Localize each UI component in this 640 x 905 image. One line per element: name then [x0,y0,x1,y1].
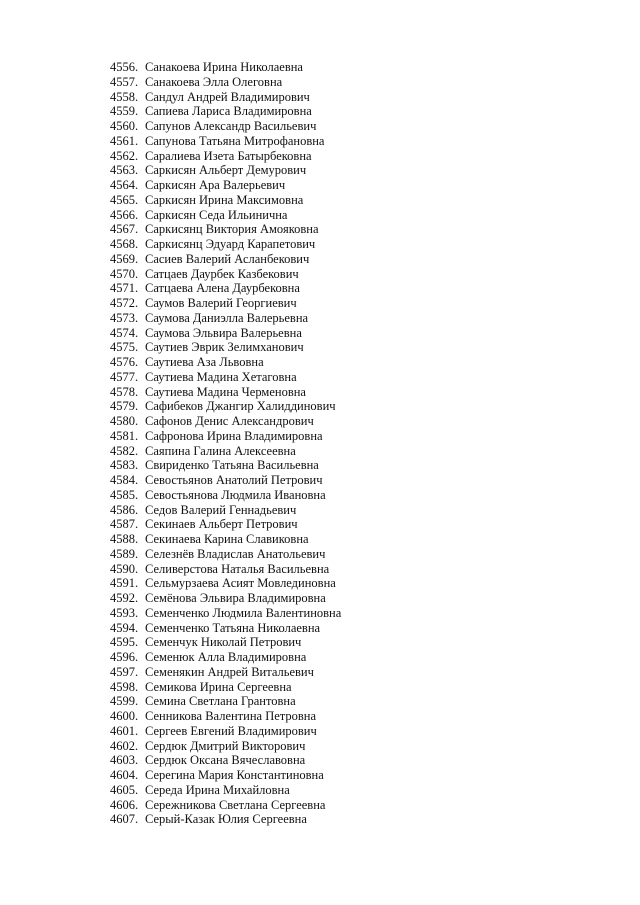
entry-number: 4607. [110,812,139,827]
entry-name: Семенюк Алла Владимировна [145,650,307,664]
list-item [110,385,341,400]
entry-name: Семенякин Андрей Витальевич [145,664,314,679]
entry-name: Сердюк Оксана Вячеславовна [145,753,306,768]
entry-name: Семина Светлана Грантовна [145,694,296,709]
entry-number: 4595. [110,635,139,650]
entry-name: Свириденко Татьяна Васильевна [145,458,319,473]
list-item [110,90,341,105]
entry-name: Сапунова Татьяна Митрофановна [145,133,325,148]
entry-name: Секинаев Альберт Петрович [145,517,298,532]
entry-name: Саркисян Альберт Демурович [145,163,307,178]
entry-number: 4581. [110,428,139,443]
list-item [110,547,341,562]
entry-name: Семёнова Эльвира Владимировна [145,591,326,605]
entry-number: 4582. [110,443,139,458]
entry-number: 4579. [110,399,139,414]
list-item [110,296,341,311]
list-item [110,517,341,532]
entry-name: Севостьянов Анатолий Петрович [145,473,323,487]
list-item [110,281,341,296]
entry-number: 4585. [110,487,139,502]
entry-number: 4591. [110,576,139,591]
list-item [110,104,341,119]
entry-name: Семенчук Николай Петрович [145,635,302,650]
entry-number: 4575. [110,340,139,355]
list-item [110,222,341,237]
entry-name: Семенченко Людмила Валентиновна [145,605,342,620]
entry-number: 4563. [110,163,139,178]
entry-number: 4605. [110,782,139,797]
entry-name: Сережникова Светлана Сергеевна [145,797,326,812]
entry-number: 4566. [110,207,139,222]
entry-name: Семикова Ирина Сергеевна [145,679,292,694]
list-item [110,399,341,414]
entry-name: Семенченко Татьяна Николаевна [145,620,321,635]
entry-name: Селезнёв Владислав Анатольевич [145,546,326,561]
entry-name: Саумова Даниэлла Валерьевна [145,310,309,325]
entry-number: 4577. [110,369,139,384]
entry-name: Севостьянова Людмила Ивановна [145,487,326,502]
entry-name: Сасиев Валерий Асланбекович [145,251,310,266]
entry-number: 4567. [110,222,139,237]
entry-number: 4603. [110,753,139,768]
entry-number: 4586. [110,502,139,517]
entry-name: Секинаева Карина Славиковна [145,532,309,546]
list-item [110,621,341,636]
entry-number: 4589. [110,546,139,561]
entry-name: Сатцаев Даурбек Казбекович [145,266,299,281]
entry-number: 4594. [110,620,139,635]
entry-number: 4573. [110,310,139,325]
list-item [110,370,341,385]
list-item [110,650,341,665]
entry-name: Сердюк Дмитрий Викторович [145,738,306,753]
list-item [110,576,341,591]
list-item [110,562,341,577]
list-item [110,193,341,208]
list-item [110,724,341,739]
entry-number: 4561. [110,133,139,148]
entry-name: Сапиева Лариса Владимировна [145,104,312,119]
list-item [110,237,341,252]
list-item [110,163,341,178]
entry-number: 4568. [110,237,139,251]
list-item [110,532,341,547]
list-item [110,591,341,606]
entry-number: 4572. [110,296,139,310]
entry-name: Середа Ирина Михайловна [145,782,290,797]
entry-number: 4598. [110,679,139,694]
list-item [110,444,341,459]
entry-number: 4557. [110,74,139,89]
list-item [110,458,341,473]
entry-number: 4565. [110,192,139,207]
list-item [110,709,341,724]
entry-number: 4593. [110,605,139,620]
entry-number: 4558. [110,89,139,104]
list-item [110,680,341,695]
entry-name: Сельмурзаева Асият Мовлединовна [145,576,336,591]
entry-number: 4588. [110,532,139,546]
list-item [110,355,341,370]
entry-name: Саутиев Эврик Зелимханович [145,340,304,355]
entry-number: 4587. [110,517,139,532]
entry-number: 4600. [110,709,139,723]
entry-number: 4596. [110,650,139,664]
entry-number: 4592. [110,591,139,605]
entry-name: Саутиева Аза Львовна [145,355,264,369]
name-list [110,60,341,827]
list-item [110,340,341,355]
entry-number: 4570. [110,266,139,281]
list-item [110,326,341,341]
list-item [110,429,341,444]
entry-name: Серый-Казак Юлия Сергеевна [145,812,307,827]
list-item [110,503,341,518]
list-item [110,134,341,149]
entry-number: 4584. [110,473,139,487]
entry-number: 4569. [110,251,139,266]
entry-name: Сафронова Ирина Владимировна [145,428,323,443]
list-item [110,75,341,90]
entry-name: Саумов Валерий Георгиевич [145,296,297,310]
entry-number: 4564. [110,178,139,192]
entry-name: Саркисян Седа Ильинична [145,207,288,222]
entry-number: 4583. [110,458,139,473]
entry-number: 4556. [110,60,139,74]
list-item [110,665,341,680]
entry-number: 4574. [110,325,139,340]
entry-number: 4560. [110,119,139,133]
entry-number: 4580. [110,414,139,428]
list-item [110,414,341,429]
entry-name: Саркисянц Виктория Амояковна [145,222,319,237]
list-item [110,473,341,488]
entry-name: Селиверстова Наталья Васильевна [145,561,330,576]
entry-number: 4562. [110,148,139,163]
entry-name: Сатцаева Алена Даурбековна [145,281,300,296]
list-item [110,635,341,650]
list-item [110,208,341,223]
list-item [110,768,341,783]
list-item [110,252,341,267]
entry-name: Серегина Мария Константиновна [145,768,324,782]
list-item [110,783,341,798]
entry-name: Сенникова Валентина Петровна [145,709,317,723]
entry-number: 4599. [110,694,139,709]
entry-name: Седов Валерий Геннадьевич [145,502,297,517]
list-item [110,606,341,621]
entry-name: Саутиева Мадина Хетаговна [145,369,297,384]
list-item [110,694,341,709]
entry-name: Саумова Эльвира Валерьевна [145,325,302,340]
entry-name: Сандул Андрей Владимирович [145,89,310,104]
list-item [110,488,341,503]
entry-number: 4602. [110,738,139,753]
entry-name: Саяпина Галина Алексеевна [145,443,296,458]
entry-name: Сафонов Денис Александрович [145,414,314,428]
entry-number: 4571. [110,281,139,296]
entry-name: Саралиева Изета Батырбековна [145,148,312,163]
entry-number: 4576. [110,355,139,369]
entry-name: Санакоева Ирина Николаевна [145,60,303,74]
entry-number: 4606. [110,797,139,812]
entry-name: Сергеев Евгений Владимирович [145,723,317,738]
list-item [110,267,341,282]
entry-name: Сафибеков Джангир Халиддинович [145,399,336,414]
entry-number: 4578. [110,384,139,399]
entry-name: Саутиева Мадина Черменовна [145,384,306,399]
entry-name: Санакоева Элла Олеговна [145,74,283,89]
entry-name: Саркисянц Эдуард Карапетович [145,237,316,251]
list-item [110,812,341,827]
list-item [110,311,341,326]
entry-number: 4590. [110,561,139,576]
list-item [110,739,341,754]
entry-number: 4597. [110,664,139,679]
list-item [110,753,341,768]
list-item [110,119,341,134]
list-item [110,149,341,164]
entry-number: 4604. [110,768,139,782]
list-item [110,60,341,75]
entry-number: 4601. [110,723,139,738]
entry-name: Саркисян Ара Валерьевич [145,178,286,192]
entry-number: 4559. [110,104,139,119]
entry-name: Саркисян Ирина Максимовна [145,192,304,207]
entry-name: Сапунов Александр Васильевич [145,119,317,133]
list-item [110,178,341,193]
list-item [110,798,341,813]
